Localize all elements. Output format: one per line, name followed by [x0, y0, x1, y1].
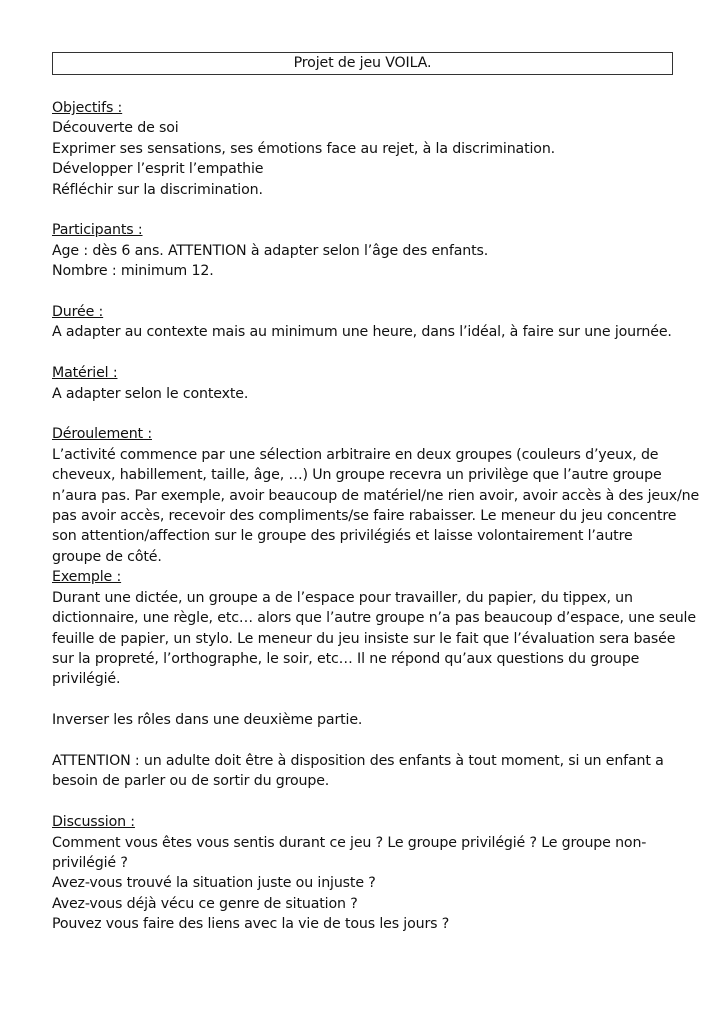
section-participants: [52, 220, 673, 281]
participants-heading: Participants :: [52, 222, 143, 239]
attention-line: ATTENTION : un adulte doit être à disposition des enfants à tout moment, si un enfant a: [52, 752, 664, 769]
deroulement-line: pas avoir accès, recevoir des compliments/se faire rabaisser. Le meneur du jeu concentre: [52, 508, 677, 525]
spacer: [52, 731, 673, 751]
section-objectifs: [52, 98, 673, 200]
document-title: Projet de jeu VOILA.: [52, 52, 673, 75]
discussion-line: privilégié ?: [52, 854, 128, 871]
objectifs-item: Développer l’esprit l’empathie: [52, 161, 264, 178]
discussion-line: Avez-vous déjà vécu ce genre de situation ?: [52, 895, 358, 912]
deroulement-line: n’aura pas. Par exemple, avoir beaucoup de matériel/ne rien avoir, avoir accès à des jeux/ne: [52, 487, 700, 504]
exemple-line: privilégié.: [52, 671, 121, 688]
exemple-line: feuille de papier, un stylo. Le meneur du jeu insiste sur le fait que l’évaluation sera basée: [52, 630, 676, 647]
inverser-line: Inverser les rôles dans une deuxième partie.: [52, 712, 363, 729]
attention-line: besoin de parler ou de sortir du groupe.: [52, 773, 330, 790]
document-page: [52, 52, 700, 955]
spacer: [52, 690, 673, 710]
discussion-line: Comment vous êtes vous sentis durant ce jeu ? Le groupe privilégié ? Le groupe non-: [52, 834, 647, 851]
duree-item: A adapter au contexte mais au minimum une heure, dans l’idéal, à faire sur une journée.: [52, 324, 672, 341]
exemple-line: Durant une dictée, un groupe a de l’espace pour travailler, du papier, du tippex, un: [52, 589, 633, 606]
deroulement-heading: Déroulement :: [52, 426, 152, 443]
deroulement-line: L’activité commence par une sélection arbitraire en deux groupes (couleurs d’yeux, de: [52, 446, 659, 463]
participants-item: Age : dès 6 ans. ATTENTION à adapter selon l’âge des enfants.: [52, 242, 489, 259]
duree-heading: Durée :: [52, 304, 104, 321]
discussion-line: Avez-vous trouvé la situation juste ou injuste ?: [52, 875, 376, 892]
discussion-heading: Discussion :: [52, 814, 135, 831]
section-discussion: [52, 812, 673, 934]
objectifs-item: Réfléchir sur la discrimination.: [52, 181, 263, 198]
objectifs-item: Exprimer ses sensations, ses émotions face au rejet, à la discrimination.: [52, 140, 556, 157]
exemple-line: dictionnaire, une règle, etc… alors que l’autre groupe n’a pas beaucoup d’espace, une seule: [52, 610, 696, 627]
deroulement-line: cheveux, habillement, taille, âge, …) Un groupe recevra un privilège que l’autre groupe: [52, 467, 662, 484]
participants-item: Nombre : minimum 12.: [52, 263, 214, 280]
section-deroulement: [52, 424, 700, 791]
exemple-heading: Exemple :: [52, 569, 122, 586]
exemple-line: sur la propreté, l’orthographe, le soir, etc… Il ne répond qu’aux questions du groupe: [52, 650, 640, 667]
section-duree: [52, 302, 673, 343]
materiel-item: A adapter selon le contexte.: [52, 385, 249, 402]
deroulement-line: son attention/affection sur le groupe des privilégiés et laisse volontairement l’autre: [52, 528, 633, 545]
objectifs-item: Découverte de soi: [52, 120, 179, 137]
section-materiel: [52, 363, 673, 404]
objectifs-heading: Objectifs :: [52, 100, 123, 116]
materiel-heading: Matériel :: [52, 365, 118, 382]
deroulement-line: groupe de côté.: [52, 548, 162, 565]
discussion-line: Pouvez vous faire des liens avec la vie de tous les jours ?: [52, 916, 450, 933]
